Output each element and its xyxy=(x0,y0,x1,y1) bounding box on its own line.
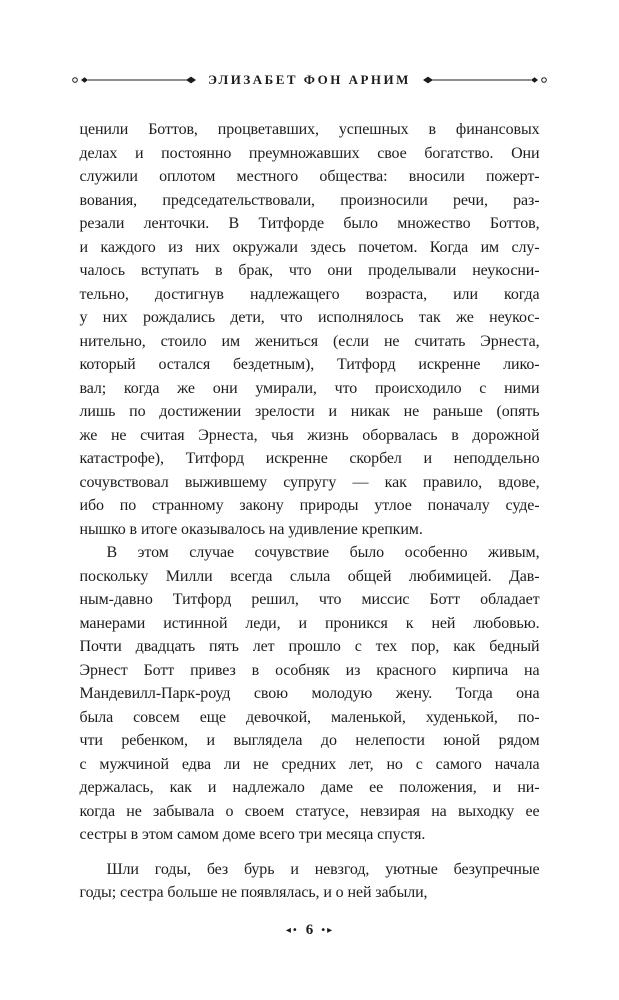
text-line: чти ребенком, и выглядела до нелепости юной рядом xyxy=(79,732,540,749)
page-footer xyxy=(286,923,333,1000)
text-line: делах и постоянно преумножавших свое богатство. Они xyxy=(79,144,540,162)
paragraph xyxy=(80,858,540,905)
paragraph xyxy=(80,541,540,847)
text-line: была совсем еще девочкой, маленькой, худенькой, по- xyxy=(79,708,540,726)
text-line: Эрнест Ботт привез в особняк из красного кирпича на xyxy=(79,661,540,679)
text-line: держалась, как и надлежало даме ее положения, и ни- xyxy=(79,779,540,796)
text-line: когда не забывала о своем статусе, невзирая на выходку ее xyxy=(79,802,540,820)
text-line: тельно, достигнув надлежащего возраста, или когда xyxy=(79,285,540,303)
text-line: же не считая Эрнеста, чья жизнь оборвалась в дорожной xyxy=(79,426,540,444)
text-line: поскольку Милли всегда слыла общей любимицей. Дав- xyxy=(79,567,540,585)
body-text xyxy=(80,118,540,905)
text-line: лишь по достижении зрелости и никак не раньше (опять xyxy=(79,403,540,420)
text-line: нышко в итоге оказывалось на удивление крепким. xyxy=(79,520,423,538)
text-line: резали ленточки. В Титфорде было множество Боттов, xyxy=(79,215,540,232)
footer-ornament-right-icon: •▸ xyxy=(320,924,334,936)
text-line: Почти двадцать пять лет прошло с тех пор, как бедный xyxy=(79,638,540,655)
page-number: 6 xyxy=(305,922,314,938)
text-line: сочувствовал выжившему супругу — как правило, вдове, xyxy=(79,473,540,491)
text-line: вал; когда же они умирали, что происходило с ними xyxy=(79,379,540,397)
text-line: чалось вступать в брак, что они проделывали неукосни- xyxy=(79,262,540,279)
text-line: Шли годы, без бурь и невзгод, уютные безупречные xyxy=(106,860,540,878)
text-line: катастрофе), Титфорд искренне скорбел и неподдельно xyxy=(79,450,540,467)
text-line: и каждого из них окружали здесь почетом. Когда им слу- xyxy=(79,238,540,256)
header-ornament-left-icon xyxy=(70,74,198,86)
author-name: ЭЛИЗАБЕТ ФОН АРНИМ xyxy=(208,72,411,87)
running-header xyxy=(70,72,549,88)
text-line: с мужчиной едва ли не средних лет, но с самого начала xyxy=(79,755,540,773)
footer-ornament-left-icon: ◂• xyxy=(285,924,299,936)
text-line: манерами истинной леди, и проникся к ней любовью. xyxy=(79,614,540,632)
text-line: служили оплотом местного общества: вносили пожерт- xyxy=(79,168,540,185)
text-line: ценили Боттов, процветавших, успешных в финансовых xyxy=(79,121,540,138)
text-line: у них рождались дети, что исполнялось так же неукос- xyxy=(79,309,540,326)
text-line: Мандевилл-Парк-роуд свою молодую жену. Тогда она xyxy=(79,685,540,702)
text-line: годы; сестра больше не появлялась, и о ней забыли, xyxy=(79,884,428,901)
text-line: нительно, стоило им жениться (если не считать Эрнеста, xyxy=(79,332,540,350)
header-ornament-right-icon xyxy=(421,74,549,86)
text-line: сестры в этом самом доме всего три месяца спустя. xyxy=(79,826,426,843)
text-line: В этом случае сочувствие было особенно живым, xyxy=(106,544,540,561)
text-line: вования, председательствовали, произносили речи, раз- xyxy=(79,191,540,209)
text-line: который остался бездетным), Титфорд искренне лико- xyxy=(79,356,540,373)
text-line: ибо по странному закону природы утлое поначалу суде- xyxy=(79,497,540,514)
paragraph xyxy=(80,118,540,541)
text-line: ным-давно Титфорд решил, что миссис Ботт обладает xyxy=(79,591,540,608)
